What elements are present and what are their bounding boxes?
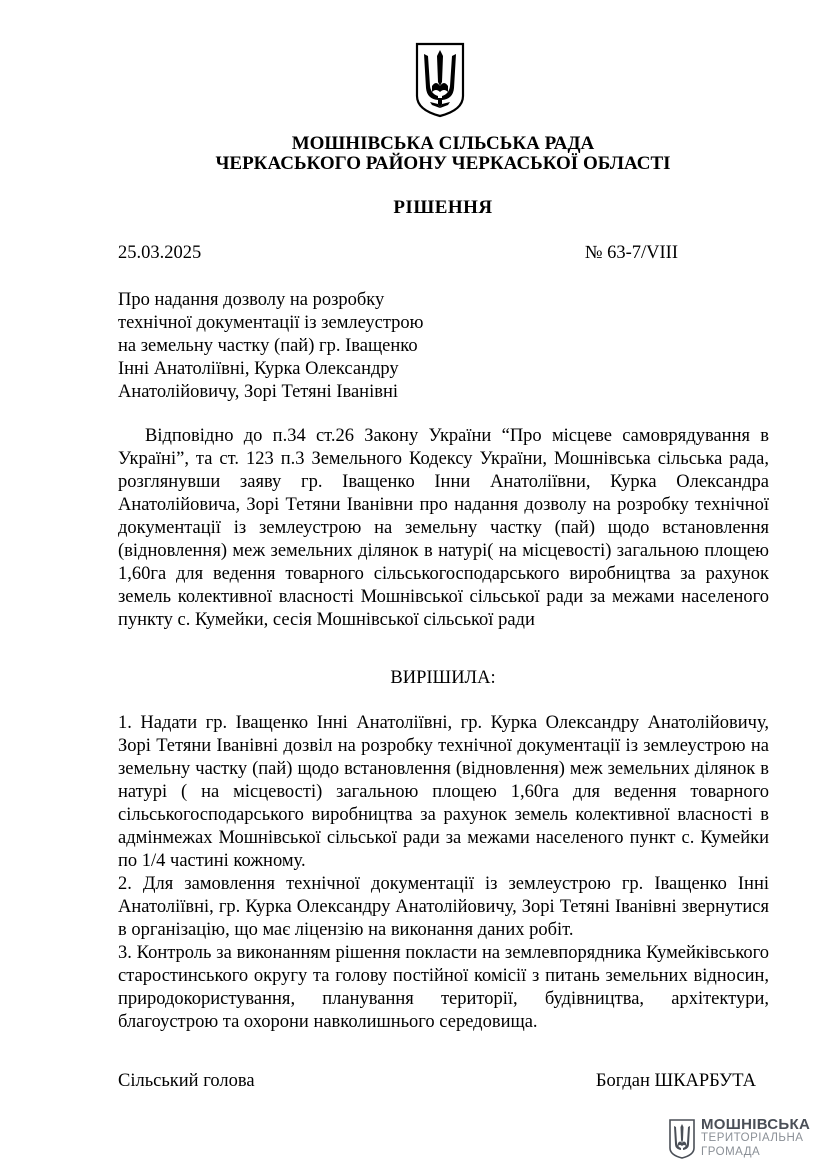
resolution-item-1: 1. Надати гр. Іващенко Інні Анатоліївні, гр. Курка Олександру Анатолійовичу, Зорі Тетяни Іванівні дозвіл на розробку технічної документації із землеустрою на земельну частку (пай) щодо встановлення (відновлення) меж земельних ділянок в натурі ( на місцевості) загальною площею 1,60га для ведення товарного сільськогосподарського виробництва за рахунок земель колективної власності в адмінмежах Мошнівської сільської ради за межами населеного пункт с. Кумейки по 1/4 частині кожному. [118,713,769,871]
resolution-item-2: 2. Для замовлення технічної документації із землеустрою гр. Іващенко Інні Анатоліївні, гр. Курка Олександру Анатолійовичу, Зорі Тетяні Іванівні звернутися в організацію, що має ліцензію на виконання даних робіт. [118,874,769,940]
logo-line-2: ТЕРИТОРІАЛЬНА [701,1132,804,1144]
trident-coat-of-arms-icon [414,42,466,118]
subject-line: Анатолійовичу, Зорі Тетяні Іванівні [118,382,398,402]
community-logo [668,1114,818,1162]
logo-line-1: МОШНІВСЬКА [701,1116,811,1133]
community-logo-icon [668,1118,696,1160]
logo-line-3: ГРОМАДА [701,1146,761,1158]
preamble-paragraph: Відповідно до п.34 ст.26 Закону України “Про місцеве самоврядування в Україні”, та ст. 123 п.3 Земельного Кодексу України, Мошнівська сільська рада, розглянувши заяву гр. Іващенко Інни Анатоліївни, Курка Олександра Анатолійовича, Зорі Тетяни Іванівни про надання дозволу на розробку технічної документації із землеустрою на земельну частку (пай) щодо встановлення (відновлення) меж земельних ділянок в натурі( на місцевості) загальною площею 1,60га для ведення товарного сільськогосподарського виробництва за рахунок земель колективної власності Мошнівської сільської ради за межами населеного пункту с. Кумейки, сесія Мошнівської сільської ради [118,426,769,630]
decision-date: 25.03.2025 [118,243,202,263]
subject-line: технічної документації із землеустрою [118,313,424,333]
subject-line: Інні Анатоліївні, Курка Олександру [118,359,399,379]
district-name: ЧЕРКАСЬКОГО РАЙОНУ ЧЕРКАСЬКОЇ ОБЛАСТІ [215,153,671,174]
decision-number: № 63-7/VIII [584,243,678,263]
resolution-items [118,712,769,1034]
subject-line: на земельну частку (пай) гр. Іващенко [118,336,418,356]
decision-subject [118,289,478,404]
signature-title: Сільський голова [118,1071,255,1091]
document-title: РІШЕННЯ [393,197,493,218]
subject-line: Про надання дозволу на розробку [118,290,385,310]
resolution-item-3: 3. Контроль за виконанням рішення покласти на землевпорядника Кумейківського старостинського округу та голову постійної комісії з питань земельних відносин, природокористування, планування території, будівництва, архітектури, благоустрою та охорони навколишнього середовища. [118,943,769,1032]
resolved-heading: ВИРІШИЛА: [390,668,496,688]
signature-name: Богдан ШКАРБУТА [595,1071,756,1091]
council-name: МОШНІВСЬКА СІЛЬСЬКА РАДА [291,133,595,154]
